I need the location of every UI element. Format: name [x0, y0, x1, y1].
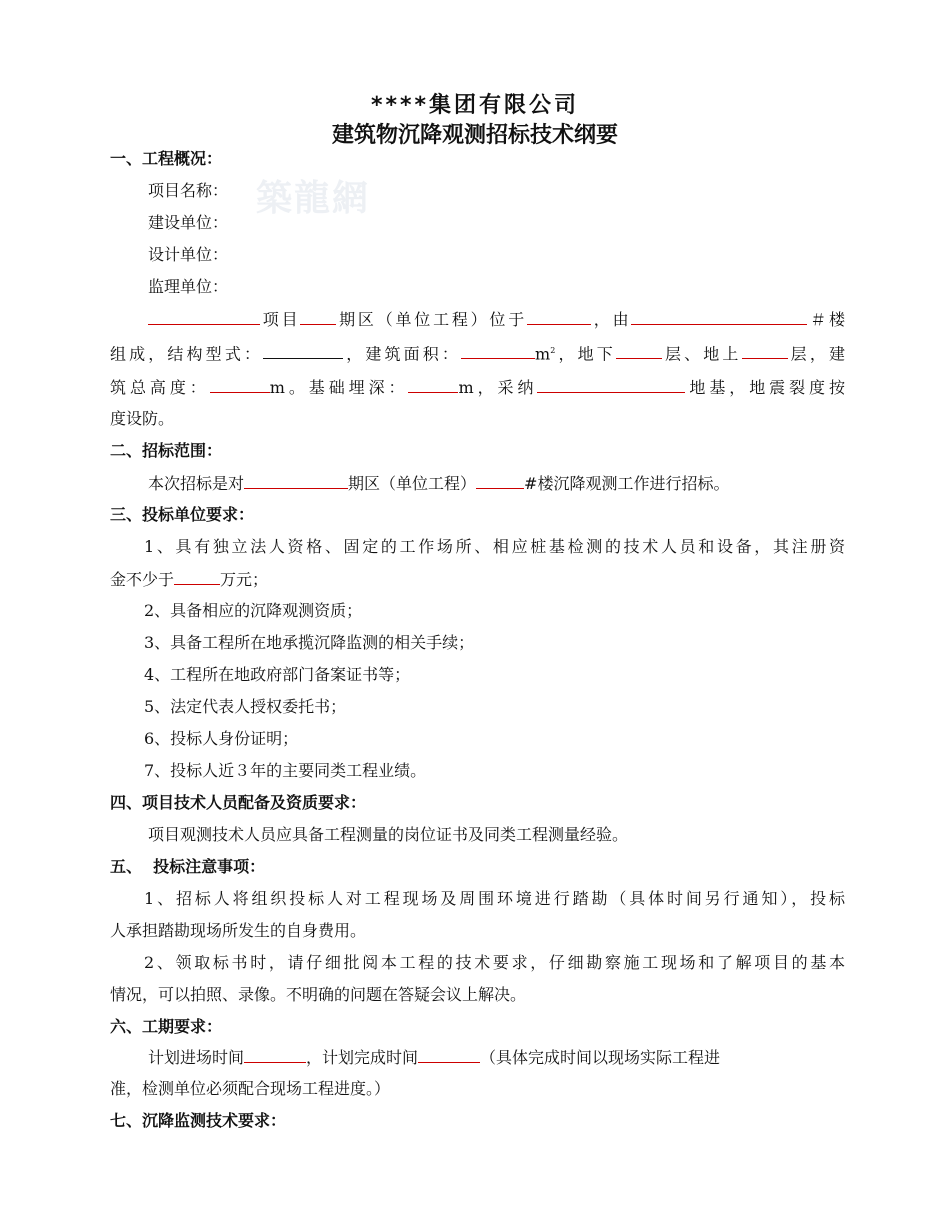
- text: ＃楼: [807, 310, 845, 329]
- section-2-heading: 二、招标范围：: [110, 441, 223, 460]
- overview-line-2: [110, 340, 845, 365]
- section-3-heading: 三、投标单位要求：: [110, 505, 255, 524]
- text: ，计划完成时间: [306, 1048, 419, 1067]
- text: 层、地上: [661, 344, 742, 364]
- text: 期区（单位工程）位于: [336, 310, 528, 329]
- overview-line-3: [110, 376, 845, 399]
- text: 地基，地震裂度按: [685, 378, 845, 397]
- blank-entry-time[interactable]: [244, 1046, 306, 1063]
- overview-line-1: [148, 308, 845, 331]
- requirement-2: 2、具备相应的沉降观测资质；: [144, 601, 363, 620]
- scope-line: [148, 472, 845, 495]
- text: 期区（单位工程）: [348, 474, 477, 493]
- text: 层，建: [787, 344, 845, 364]
- text: 本次招标是对: [148, 474, 245, 493]
- requirement-7: 7、投标人近３年的主要同类工程业绩。: [144, 761, 427, 780]
- section-4-heading: 四、项目技术人员配备及资质要求：: [110, 793, 367, 812]
- schedule-line-1: [148, 1046, 845, 1069]
- document-title: 建筑物沉降观测招标技术纲要: [331, 123, 618, 148]
- field-supervision-unit: 监理单位：: [148, 277, 229, 296]
- text: 组成，结构型式：: [110, 344, 264, 364]
- blank-floors-below[interactable]: [616, 342, 662, 359]
- company-name: ****集团有限公司: [370, 93, 580, 118]
- blank-foundation-type[interactable]: [537, 376, 685, 393]
- requirement-4: 4、工程所在地政府部门备案证书等；: [144, 665, 411, 684]
- text: 金不少于: [110, 570, 175, 589]
- notice-2-line-1: 2、领取标书时，请仔细批阅本工程的技术要求，仔细勘察施工现场和了解项目的基本: [144, 953, 845, 972]
- section-1-heading: 一、工程概况：: [110, 149, 223, 168]
- notice-1-line-2: 人承担踏勘现场所发生的自身费用。: [110, 921, 367, 940]
- field-design-unit: 设计单位：: [148, 245, 229, 264]
- text: （具体完成时间以现场实际工程进: [480, 1048, 721, 1067]
- blank-scope-project[interactable]: [244, 472, 348, 489]
- schedule-line-2: 准，检测单位必须配合现场工程进度。）: [110, 1079, 391, 1098]
- blank-registered-capital[interactable]: [174, 568, 220, 585]
- section-5-heading: 五、 投标注意事项：: [110, 857, 266, 876]
- blank-total-height[interactable]: [210, 376, 270, 393]
- overview-line-4: 度设防。: [110, 409, 175, 428]
- blank-phase[interactable]: [300, 308, 336, 325]
- text: 计划进场时间: [148, 1048, 245, 1067]
- notice-2-line-2: 情况，可以拍照、录像。不明确的问题在答疑会议上解决。: [110, 985, 527, 1004]
- text: m。基础埋深：: [269, 378, 409, 397]
- blank-structure-type[interactable]: [263, 342, 343, 359]
- blank-location[interactable]: [527, 308, 591, 325]
- requirement-1-line-2: [110, 568, 845, 591]
- requirement-1-line-1: 1、具有独立法人资格、固定的工作场所、相应桩基检测的技术人员和设备，其注册资: [144, 537, 845, 556]
- blank-completion-time[interactable]: [418, 1046, 480, 1063]
- text: #: [524, 474, 538, 493]
- text: 筑总高度：: [110, 378, 210, 397]
- text: ，由: [591, 310, 632, 329]
- text: ，建筑面积：: [343, 344, 462, 364]
- text: 万元；: [220, 570, 269, 589]
- section-7-heading: 七、沉降监测技术要求：: [110, 1111, 287, 1130]
- text: ，地下: [555, 344, 616, 364]
- blank-buildings[interactable]: [631, 308, 807, 325]
- notice-1-line-1: 1、招标人将组织投标人对工程现场及周围环境进行踏勘（具体时间另行通知），投标: [144, 889, 845, 908]
- field-construction-unit: 建设单位：: [148, 213, 229, 232]
- requirement-5: 5、法定代表人授权委托书；: [144, 697, 347, 716]
- watermark: 築龍網: [256, 177, 371, 219]
- blank-project[interactable]: [148, 308, 260, 325]
- section-6-heading: 六、工期要求：: [110, 1017, 223, 1036]
- text: 楼沉降观测工作进行招标。: [537, 474, 730, 493]
- requirement-6: 6、投标人身份证明；: [144, 729, 299, 748]
- field-project-name: 项目名称：: [148, 181, 229, 200]
- staff-requirement: 项目观测技术人员应具备工程测量的岗位证书及同类工程测量经验。: [148, 825, 629, 844]
- text: m: [535, 344, 551, 364]
- text: 项目: [260, 310, 301, 329]
- requirement-3: 3、具备工程所在地承揽沉降监测的相关手续；: [144, 633, 475, 652]
- superscript: 2: [550, 346, 556, 355]
- text: m，采纳: [458, 378, 538, 397]
- blank-floors-above[interactable]: [742, 342, 788, 359]
- blank-building-area[interactable]: [461, 342, 535, 359]
- blank-foundation-depth[interactable]: [408, 376, 458, 393]
- blank-scope-building[interactable]: [476, 472, 524, 489]
